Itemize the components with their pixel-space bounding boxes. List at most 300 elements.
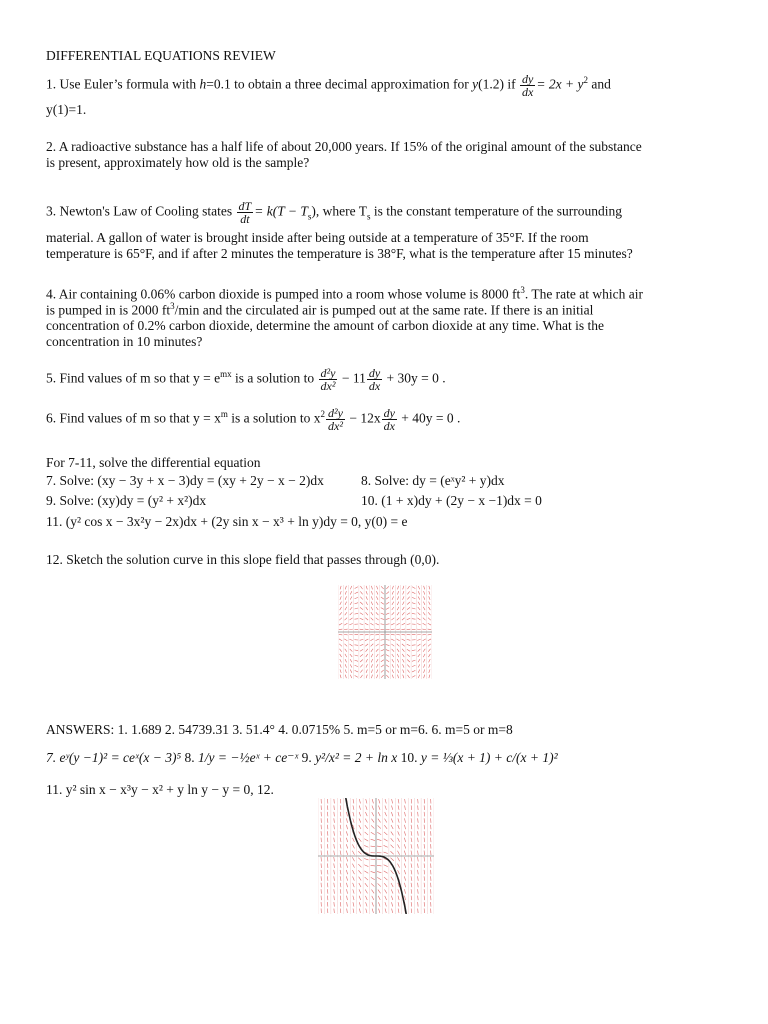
- slope-mark: [334, 902, 335, 906]
- slope-mark: [327, 857, 328, 861]
- slope-mark: [371, 596, 372, 599]
- slope-mark: [404, 857, 405, 861]
- slope-mark: [401, 629, 405, 630]
- slope-mark: [423, 602, 425, 605]
- slope-mark: [340, 896, 341, 900]
- slope-mark: [404, 883, 405, 887]
- slope-mark: [334, 844, 335, 848]
- slope-mark: [429, 596, 430, 599]
- slope-mark: [403, 675, 404, 678]
- slope-mark: [372, 806, 374, 810]
- slope-mark: [371, 846, 375, 847]
- slope-mark: [407, 649, 410, 651]
- slope-mark: [372, 909, 373, 913]
- slope-mark: [385, 902, 386, 906]
- slope-mark: [350, 607, 352, 610]
- slope-mark: [423, 654, 425, 657]
- slope-mark: [355, 676, 358, 678]
- slope-mark: [371, 865, 375, 866]
- slope-mark: [371, 591, 372, 594]
- slope-mark: [360, 675, 362, 678]
- slope-mark: [397, 618, 400, 621]
- slope-mark: [384, 871, 388, 873]
- slope-mark: [350, 618, 353, 620]
- slope-mark: [340, 857, 341, 861]
- slope-mark: [355, 592, 358, 594]
- slope-mark: [411, 844, 412, 848]
- slope-mark: [359, 877, 362, 881]
- slope-mark: [334, 857, 335, 861]
- slope-mark: [352, 857, 354, 861]
- slope-mark: [429, 602, 431, 605]
- slope-mark: [397, 659, 399, 662]
- slope-mark: [366, 909, 367, 913]
- answer-9: y²/x² = 2 + ln x: [315, 750, 398, 765]
- slope-mark: [370, 639, 373, 641]
- slope-mark: [340, 812, 341, 816]
- slope-mark: [355, 655, 359, 656]
- slope-mark: [412, 655, 416, 656]
- slope-mark: [418, 602, 420, 605]
- slope-mark: [370, 629, 374, 630]
- slope-mark: [429, 659, 431, 662]
- slope-mark: [350, 612, 353, 615]
- slope-mark: [364, 839, 368, 841]
- slope-mark: [424, 844, 425, 848]
- slope-mark: [372, 902, 374, 906]
- answer-10: y = ⅓(x + 1) + c/(x + 1)²: [420, 750, 558, 765]
- slope-mark: [418, 863, 419, 867]
- slope-mark: [392, 602, 394, 605]
- slope-mark: [352, 851, 354, 855]
- slope-mark: [424, 586, 425, 590]
- slope-mark: [391, 832, 394, 836]
- slope-mark: [372, 799, 373, 803]
- problem-1-cont: y(1)=1.: [46, 102, 87, 117]
- problem-4-line3: concentration of 0.2% carbon dioxide, determine the amount of carbon dioxide at any time. What is the: [46, 318, 604, 333]
- slope-mark: [385, 896, 387, 900]
- problem-7: 7. Solve: (xy − 3y + x − 3)dy = (xy + 2y − x − 2)dx: [46, 473, 324, 488]
- slope-mark: [347, 896, 348, 900]
- slope-mark: [418, 838, 419, 842]
- slope-mark: [385, 819, 387, 823]
- slope-mark: [386, 613, 389, 614]
- slope-mark: [404, 864, 405, 868]
- slope-mark: [372, 896, 374, 900]
- slope-mark: [344, 623, 347, 625]
- slope-mark: [345, 596, 346, 599]
- slope-mark: [334, 889, 335, 893]
- slope-mark: [412, 676, 415, 678]
- slope-mark: [371, 659, 373, 662]
- slope-mark: [390, 851, 393, 854]
- slope-mark: [327, 870, 328, 874]
- slope-mark: [397, 596, 398, 599]
- slope-mark: [396, 629, 400, 630]
- slope-mark: [381, 608, 384, 610]
- slope-mark: [407, 675, 409, 678]
- slope-mark: [340, 586, 341, 589]
- slope-mark: [429, 586, 430, 589]
- slope-mark: [386, 624, 390, 625]
- slope-mark: [398, 812, 399, 816]
- slope-mark: [358, 864, 361, 867]
- slope-mark: [345, 644, 348, 647]
- slope-mark: [359, 902, 360, 906]
- slope-mark: [350, 664, 352, 667]
- slope-mark: [364, 865, 368, 867]
- slope-mark: [418, 831, 419, 835]
- slope-mark: [417, 639, 420, 640]
- slope-mark: [365, 618, 368, 620]
- slope-mark: [418, 857, 419, 861]
- slope-mark: [345, 612, 347, 615]
- slope-mark: [429, 675, 430, 678]
- problem-3-line3: temperature is 65°F, and if after 2 minutes the temperature is 38°F, what is the temperature after 15 minutes?: [46, 246, 633, 261]
- slope-mark: [386, 675, 389, 678]
- slope-mark: [360, 586, 362, 589]
- slope-mark: [365, 644, 368, 646]
- slope-mark: [371, 644, 374, 647]
- slope-mark: [378, 819, 381, 823]
- slope-mark: [378, 825, 381, 828]
- slope-mark: [391, 623, 394, 625]
- slope-mark: [340, 659, 342, 662]
- slope-mark: [365, 883, 368, 887]
- slope-mark: [376, 644, 379, 646]
- slope-mark: [391, 618, 394, 620]
- slope-mark: [355, 665, 358, 666]
- slope-mark: [386, 645, 390, 646]
- answer-7: 7. eʸ(y −1)² = ceˣ(x − 3)⁵: [46, 750, 182, 765]
- slope-mark: [359, 818, 361, 822]
- slope-mark: [403, 664, 404, 667]
- slope-mark: [340, 889, 341, 893]
- slope-mark: [398, 870, 400, 874]
- slope-mark: [423, 649, 425, 652]
- slope-mark: [378, 896, 380, 900]
- slope-mark: [412, 613, 416, 614]
- slope-mark: [424, 863, 425, 867]
- slope-mark: [371, 618, 374, 621]
- slope-mark: [376, 649, 378, 652]
- slope-mark: [428, 654, 430, 657]
- slope-mark: [384, 883, 387, 887]
- slope-mark: [417, 623, 420, 624]
- slope-mark: [398, 805, 399, 809]
- slope-mark: [327, 838, 328, 842]
- slope-mark: [354, 645, 358, 646]
- slope-mark: [339, 649, 341, 652]
- slope-mark: [418, 870, 419, 874]
- slope-mark: [340, 870, 341, 874]
- slope-mark: [392, 607, 394, 610]
- slope-mark: [402, 639, 405, 641]
- slope-mark: [407, 644, 410, 645]
- slope-mark: [352, 838, 354, 842]
- slope-mark: [412, 660, 415, 661]
- slope-mark: [371, 890, 374, 894]
- slope-mark: [359, 909, 360, 913]
- slope-mark: [340, 844, 341, 848]
- slope-mark: [340, 799, 341, 803]
- slope-mark: [418, 851, 419, 855]
- slope-mark: [392, 586, 393, 589]
- slope-mark: [359, 799, 360, 803]
- slope-mark: [391, 818, 393, 822]
- slope-mark: [347, 812, 348, 816]
- slope-mark: [386, 660, 389, 662]
- slope-mark: [386, 650, 389, 651]
- slope-mark: [379, 909, 380, 913]
- problem-4-line4: concentration in 10 minutes?: [46, 334, 203, 349]
- slope-mark: [360, 618, 363, 619]
- slope-mark: [404, 825, 405, 829]
- slope-mark: [377, 877, 381, 879]
- slope-mark: [391, 639, 394, 641]
- slope-mark: [360, 649, 363, 651]
- slope-mark: [407, 624, 411, 625]
- slope-mark: [344, 634, 348, 635]
- slope-mark: [371, 675, 372, 679]
- slope-mark: [359, 805, 360, 809]
- slope-mark: [366, 607, 368, 610]
- slope-mark: [346, 825, 347, 829]
- slope-mark: [381, 597, 384, 599]
- slope-mark: [360, 644, 363, 645]
- slope-mark: [346, 864, 347, 868]
- slope-mark: [372, 812, 374, 816]
- slope-mark: [391, 896, 392, 900]
- slope-mark: [371, 607, 373, 610]
- slope-mark: [350, 659, 352, 662]
- slope-mark: [418, 812, 419, 816]
- slope-mark: [347, 909, 348, 913]
- slope-mark: [366, 586, 367, 589]
- slope-mark: [402, 623, 405, 625]
- slope-mark: [418, 844, 419, 848]
- slope-mark: [376, 618, 379, 620]
- slope-mark: [412, 592, 415, 594]
- slope-mark: [334, 831, 335, 835]
- slope-mark: [407, 659, 410, 662]
- slope-field-graph: [338, 585, 432, 679]
- slope-mark: [366, 654, 368, 657]
- problem-9: 9. Solve: (xy)dy = (y² + x²)dx: [46, 493, 207, 508]
- problem-4-line1: 4. Air containing 0.06% carbon dioxide is pumped into a room whose volume is 8000 $ft^3$. The rate at which air: [46, 285, 644, 302]
- slope-mark: [428, 623, 431, 625]
- slope-mark: [377, 871, 381, 872]
- slope-mark: [381, 650, 384, 651]
- slope-mark: [384, 865, 388, 867]
- slope-mark: [392, 669, 393, 672]
- slope-mark: [345, 675, 346, 679]
- slope-mark: [398, 799, 399, 803]
- slope-mark: [403, 591, 404, 594]
- slope-mark: [403, 669, 404, 672]
- slope-mark: [423, 623, 426, 625]
- slope-mark: [359, 896, 360, 900]
- slope-mark: [350, 649, 353, 652]
- slope-mark: [345, 602, 347, 605]
- slope-mark: [378, 890, 381, 894]
- slope-mark: [353, 889, 354, 893]
- slope-mark: [355, 603, 358, 604]
- slope-mark: [378, 806, 380, 810]
- slope-mark: [371, 602, 373, 605]
- slope-mark: [334, 825, 335, 829]
- slope-mark: [359, 832, 362, 836]
- slope-mark: [350, 644, 353, 646]
- slope-mark: [364, 845, 368, 847]
- slope-mark: [340, 863, 341, 867]
- slope-mark: [327, 844, 328, 848]
- slope-mark: [353, 896, 354, 900]
- slope-mark: [411, 799, 412, 803]
- slope-mark: [391, 902, 392, 906]
- slope-mark: [371, 612, 373, 615]
- slope-mark: [354, 619, 358, 620]
- slope-mark: [422, 634, 426, 635]
- slope-mark: [381, 618, 385, 619]
- slope-mark: [340, 669, 341, 672]
- slope-mark: [371, 839, 375, 840]
- slope-mark: [385, 799, 386, 803]
- slope-mark: [366, 799, 367, 803]
- slope-mark: [365, 623, 368, 625]
- slope-mark: [381, 640, 385, 641]
- slope-mark: [334, 838, 335, 842]
- slope-mark: [358, 838, 361, 841]
- slope-mark: [366, 902, 367, 906]
- slope-mark: [371, 654, 373, 657]
- slope-mark: [340, 909, 341, 913]
- slope-mark: [402, 654, 404, 657]
- slope-mark: [327, 851, 328, 855]
- slope-mark: [350, 670, 352, 673]
- slope-mark: [407, 602, 410, 605]
- slope-mark: [350, 675, 351, 678]
- slope-mark: [334, 851, 335, 855]
- slope-mark: [366, 669, 367, 672]
- slope-mark: [402, 659, 404, 662]
- slope-mark: [390, 858, 393, 861]
- slope-mark: [358, 851, 361, 854]
- slope-mark: [418, 876, 419, 880]
- slope-mark: [422, 629, 426, 630]
- problem-6: 6. Find values of m so that $y = x^m$ is a solution to $x^2$ $\frac{\text{d²y}}{\text{dx²}}$ − 12x $\frac{dy}{dx}$ + 40y = 0 .: [46, 405, 461, 433]
- problem-5: 5. Find values of m so that $y = e^{mx}$ is a solution to $\frac{\text{d²y}}{\text{dx²}}$ − 11 $\frac{dy}{dx}$ + 30y = 0 .: [46, 365, 446, 393]
- slope-mark: [398, 831, 400, 835]
- slope-mark: [398, 889, 399, 893]
- slope-mark: [411, 896, 412, 900]
- answers-line2: 7. eʸ(y −1)² = ceˣ(x − 3)⁵ 8. 1/y = −½eˣ + ce⁻ˣ 9. y²/x² = 2 + ln x 10. y = ⅓(x + 1) + c/(x + 1)²: [46, 750, 558, 765]
- slope-mark: [346, 857, 347, 861]
- slope-mark: [359, 883, 361, 887]
- slope-mark: [396, 634, 400, 635]
- slope-mark: [423, 618, 426, 621]
- slope-mark: [345, 618, 348, 621]
- slope-mark: [376, 591, 377, 594]
- slope-mark: [347, 889, 348, 893]
- slope-mark: [385, 806, 386, 810]
- slope-mark: [412, 597, 415, 598]
- slope-mark: [418, 675, 419, 678]
- slope-mark: [339, 623, 342, 625]
- slope-mark: [386, 618, 390, 619]
- slope-mark: [397, 649, 399, 652]
- slope-mark: [370, 623, 373, 625]
- slope-mark: [366, 596, 367, 599]
- answers-line1: ANSWERS: 1. 1.689 2. 54739.31 3. 51.4° 4. 0.0715% 5. m=5 or m=6. 6. m=5 or m=8: [46, 722, 513, 737]
- slope-mark: [371, 832, 375, 834]
- slope-mark: [397, 591, 398, 594]
- slope-mark: [402, 607, 404, 610]
- slope-mark: [418, 896, 419, 900]
- dy-dx-fraction: $\frac{dy}{dx}$: [522, 71, 534, 99]
- problem-12: 12. Sketch the solution curve in this slope field that passes through (0,0).: [46, 552, 440, 567]
- slope-mark: [345, 586, 346, 590]
- slope-mark: [423, 596, 424, 599]
- slope-mark: [360, 624, 364, 625]
- problem-4-line2: is pumped in is 2000 $ft^3/\min$ and the circulated air is pumped out at the same rate. If there is an initial: [46, 301, 594, 318]
- slope-mark: [378, 902, 380, 906]
- slope-mark: [358, 870, 361, 873]
- slope-mark: [398, 586, 399, 590]
- slope-mark: [359, 825, 361, 829]
- slope-mark: [407, 654, 410, 656]
- answer-8: 1/y = −½eˣ + ce⁻ˣ: [198, 750, 299, 765]
- slope-mark: [386, 670, 389, 672]
- slope-mark: [402, 649, 404, 652]
- slope-mark: [392, 649, 394, 652]
- slope-mark: [375, 629, 379, 630]
- slope-mark: [402, 602, 404, 605]
- slope-mark: [404, 838, 405, 842]
- slope-mark: [428, 644, 431, 646]
- slope-mark: [392, 799, 393, 803]
- slope-mark: [392, 675, 393, 678]
- slope-mark: [411, 863, 412, 867]
- slope-mark: [385, 890, 387, 894]
- slope-mark: [381, 655, 384, 657]
- slope-mark: [391, 845, 394, 848]
- slope-mark: [398, 675, 399, 679]
- problem-2-line2: is present, approximately how old is the sample?: [46, 155, 310, 170]
- slope-mark: [404, 831, 405, 835]
- slope-mark: [386, 640, 390, 641]
- slope-mark: [391, 812, 392, 816]
- slope-mark: [371, 586, 372, 590]
- slope-mark: [340, 602, 342, 605]
- slope-mark: [423, 659, 425, 662]
- slope-mark: [381, 586, 384, 589]
- slope-mark: [346, 883, 347, 887]
- slope-mark: [376, 669, 377, 672]
- slope-mark: [418, 654, 420, 657]
- slope-mark: [398, 818, 399, 822]
- slope-mark: [398, 844, 400, 848]
- slope-mark: [366, 664, 367, 667]
- slope-mark: [365, 812, 367, 816]
- slope-mark: [376, 623, 379, 625]
- slope-mark: [350, 654, 352, 657]
- slope-mark: [353, 818, 354, 822]
- slope-mark: [404, 876, 405, 880]
- slope-mark: [411, 889, 412, 893]
- slope-mark: [340, 596, 341, 599]
- slope-mark: [360, 639, 364, 640]
